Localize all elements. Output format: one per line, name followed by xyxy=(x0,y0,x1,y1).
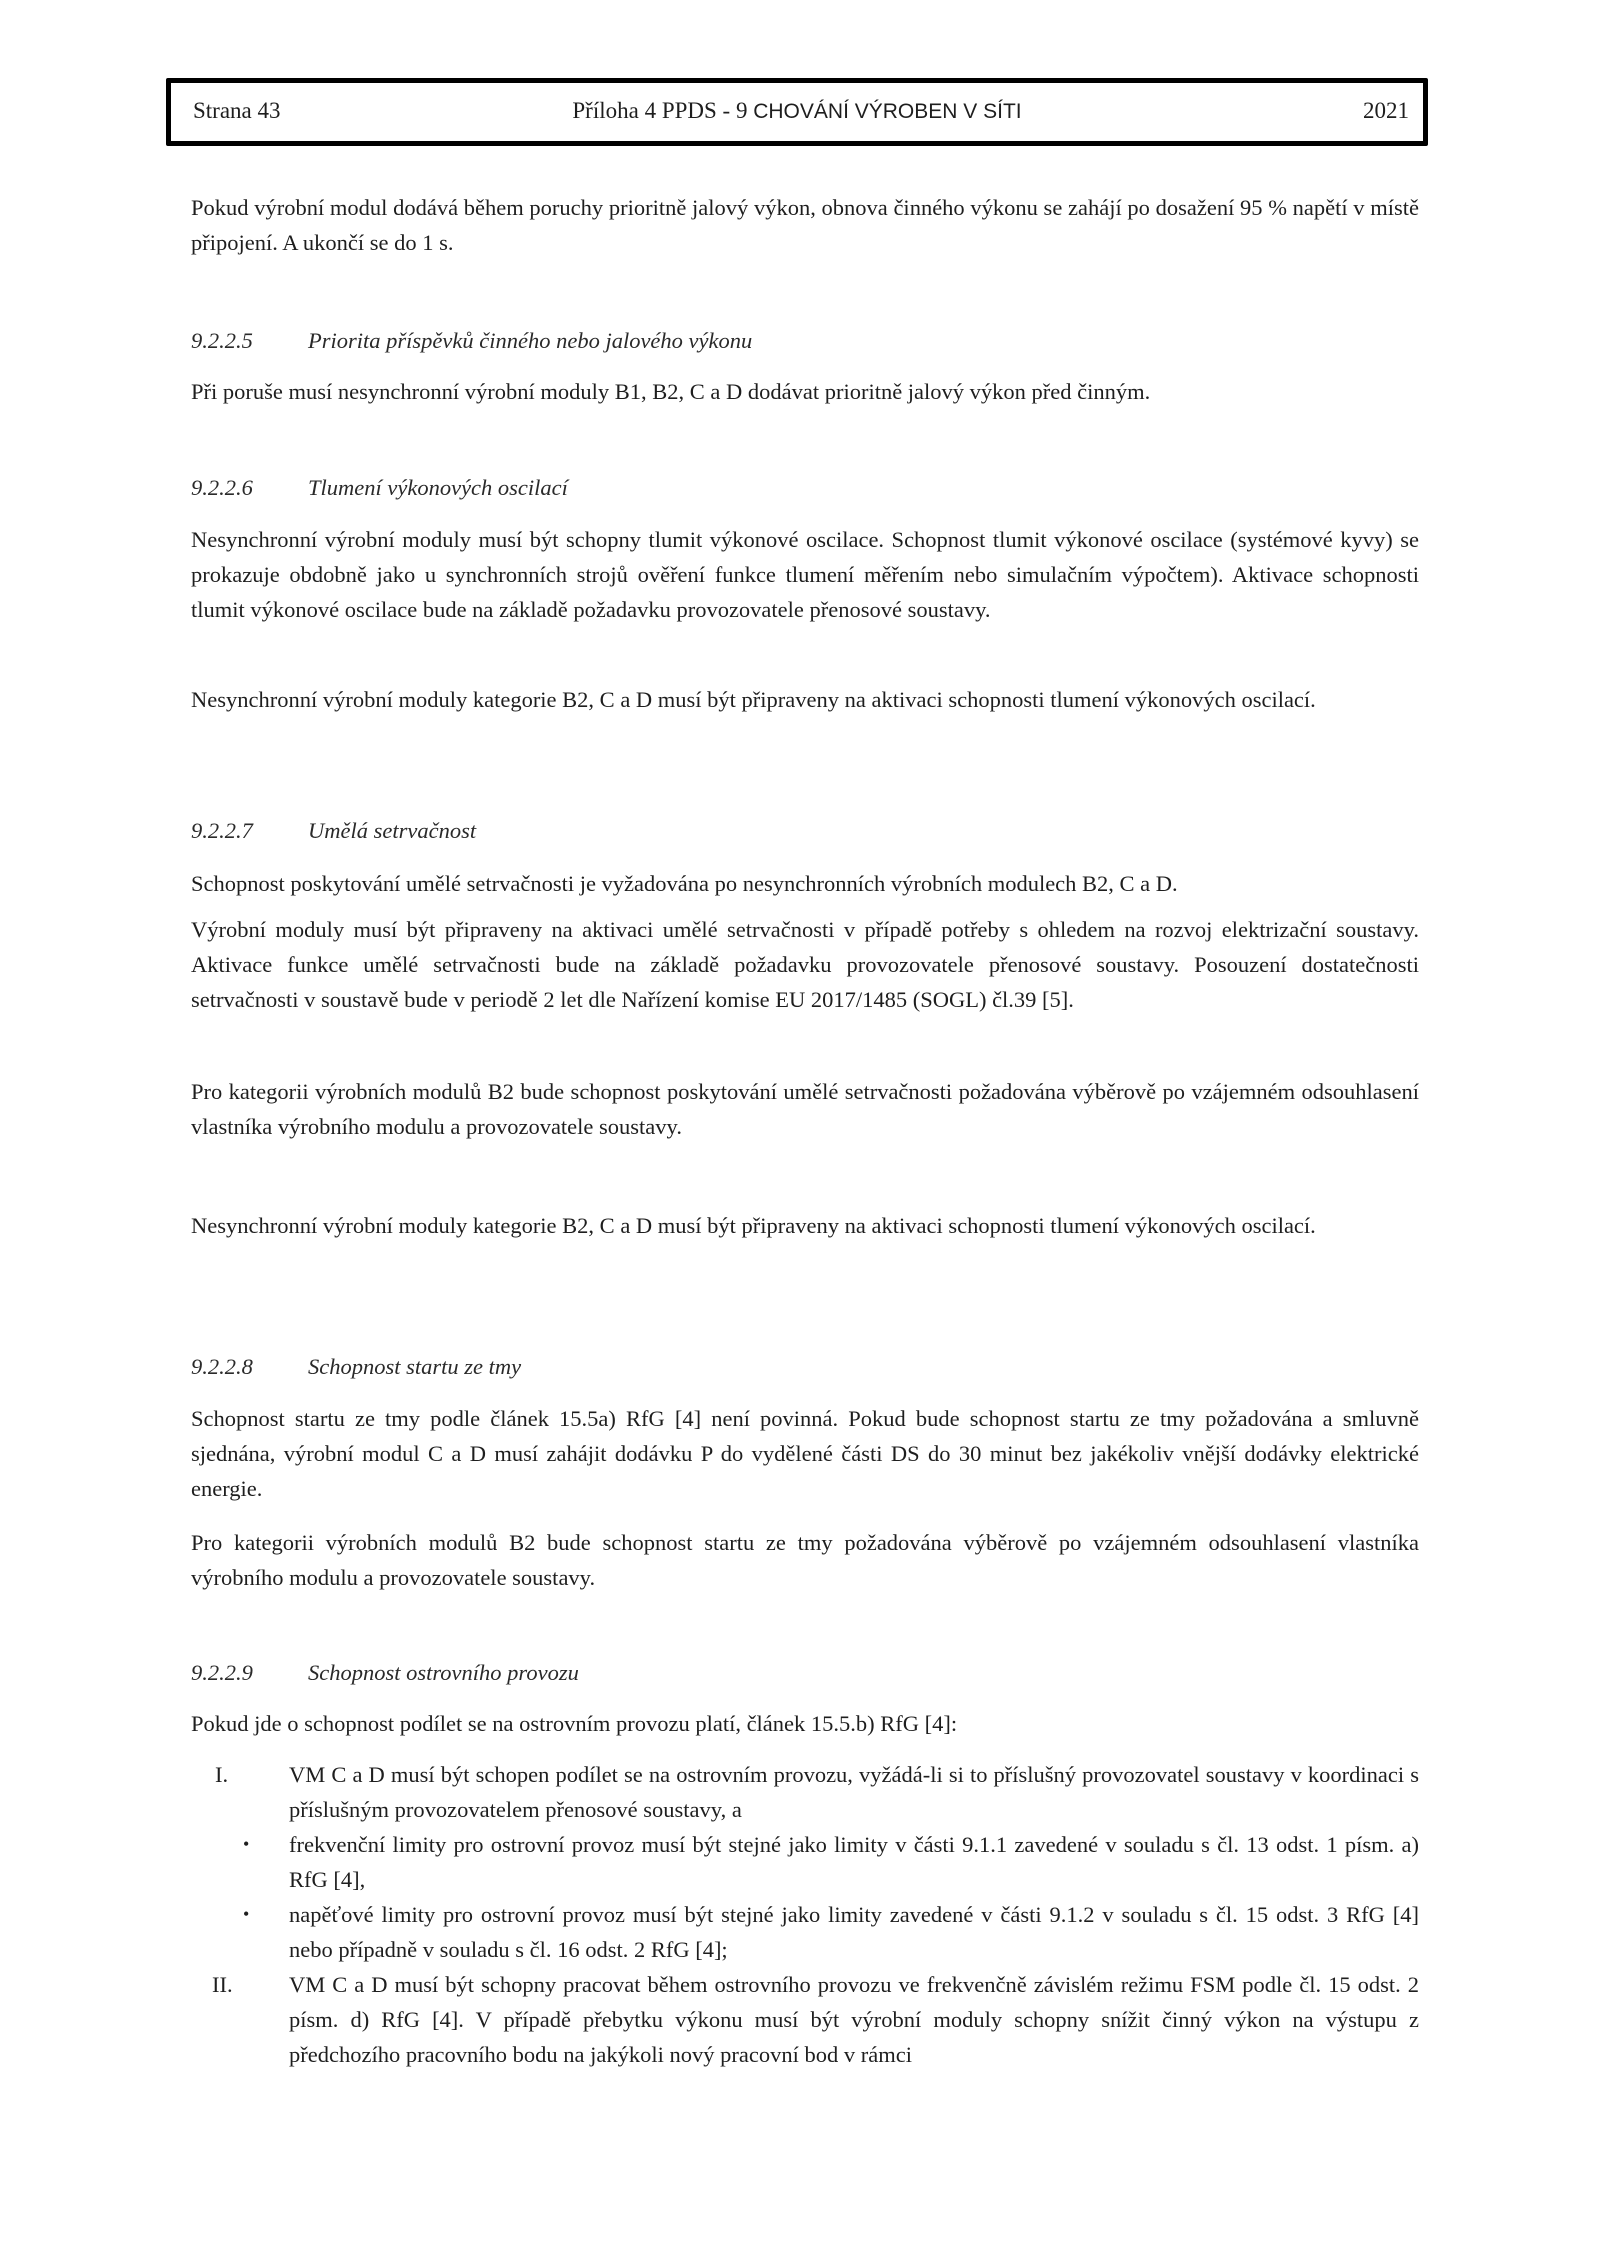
paragraph: Schopnost startu ze tmy podle článek 15.5a) RfG [4] není povinná. Pokud bude schopnost startu ze tmy požadována a smluvně sjednána, výrobní modul C a D musí zahájit dodávku P do vydělené části DS do 30 minut bez jakékoliv vnější dodávky elektrické energie. xyxy=(191,1406,1419,1501)
section-number: 9.2.2.8 xyxy=(191,1354,253,1379)
intro-paragraph xyxy=(191,190,1419,260)
section-body xyxy=(191,522,1419,627)
paragraph: Výrobní moduly musí být připraveny na aktivaci umělé setrvačnosti v případě potřeby s ohledem na rozvoj elektrizační soustavy. Aktivace funkce umělé setrvačnosti bude na základě požadavku provozovatele přenosové soustavy. Posouzení dostatečnosti setrvačnosti v soustavě bude v periodě 2 let dle Nařízení komise EU 2017/1485 (SOGL) čl.39 [5]. xyxy=(191,917,1419,1012)
section-heading xyxy=(191,1658,579,1688)
section-number: 9.2.2.5 xyxy=(191,328,253,353)
paragraph: Pro kategorii výrobních modulů B2 bude schopnost poskytování umělé setrvačnosti požadována výběrově po vzájemném odsouhlasení vlastníka výrobního modulu a provozovatele soustavy. xyxy=(191,1079,1419,1139)
section-heading xyxy=(191,816,476,846)
list-marker-roman: II. xyxy=(212,1972,233,1997)
island-operation-list xyxy=(191,1757,1419,2072)
paragraph: Schopnost poskytování umělé setrvačnosti je vyžadována po nesynchronních výrobních modulech B2, C a D. xyxy=(191,871,1178,896)
section-body xyxy=(191,1706,1419,1741)
list-item xyxy=(191,1757,1419,1827)
page-header xyxy=(166,78,1428,146)
paragraph: Pokud výrobní modul dodává během poruchy prioritně jalový výkon, obnova činného výkonu se zahájí po dosažení 95 % napětí v místě připojení. A ukončí se do 1 s. xyxy=(191,195,1419,255)
list-item-text: VM C a D musí být schopen podílet se na ostrovním provozu, vyžádá-li si to příslušný provozovatel soustavy v koordinaci s příslušným provozovatelem přenosové soustavy, a xyxy=(289,1762,1419,1822)
section-heading xyxy=(191,326,752,356)
bullet-icon: • xyxy=(243,1904,250,1924)
section-title: Tlumení výkonových oscilací xyxy=(308,475,568,500)
paragraph: Nesynchronní výrobní moduly kategorie B2, C a D musí být připraveny na aktivaci schopnosti tlumení výkonových oscilací. xyxy=(191,1213,1316,1238)
list-item xyxy=(191,1827,1419,1897)
list-item xyxy=(191,1967,1419,2072)
section-body xyxy=(191,912,1419,1017)
section-body xyxy=(191,1074,1419,1144)
document-year: 2021 xyxy=(1363,98,1409,123)
section-body xyxy=(191,1525,1419,1595)
section-heading xyxy=(191,1352,521,1382)
page-number: Strana 43 xyxy=(193,98,281,123)
section-title: Umělá setrvačnost xyxy=(308,818,477,843)
section-body xyxy=(191,682,1419,717)
list-item xyxy=(191,1897,1419,1967)
document-title-chapter: CHOVÁNÍ VÝROBEN V SÍTI xyxy=(753,100,1022,123)
section-title: Priorita příspěvků činného nebo jalového výkonu xyxy=(308,328,753,353)
section-body xyxy=(191,1208,1419,1243)
paragraph: Pro kategorii výrobních modulů B2 bude schopnost startu ze tmy požadována výběrově po vzájemném odsouhlasení vlastníka výrobního modulu a provozovatele soustavy. xyxy=(191,1530,1419,1590)
paragraph: Nesynchronní výrobní moduly kategorie B2, C a D musí být připraveny na aktivaci schopnosti tlumení výkonových oscilací. xyxy=(191,687,1316,712)
section-body xyxy=(191,1401,1419,1506)
document-title-prefix: Příloha 4 PPDS - 9 xyxy=(572,98,754,123)
section-number: 9.2.2.7 xyxy=(191,818,253,843)
section-title: Schopnost startu ze tmy xyxy=(308,1354,522,1379)
paragraph: Nesynchronní výrobní moduly musí být schopny tlumit výkonové oscilace. Schopnost tlumit výkonové oscilace (systémové kyvy) se prokazuje obdobně jako u synchronních strojů ověření funkce tlumení měřením nebo simulačním výpočtem). Aktivace schopnosti tlumit výkonové oscilace bude na základě požadavku provozovatele přenosové soustavy. xyxy=(191,527,1419,622)
document-title xyxy=(171,98,1423,124)
list-item-text: frekvenční limity pro ostrovní provoz musí být stejné jako limity v části 9.1.1 zavedené v souladu s čl. 13 odst. 1 písm. a) RfG [4], xyxy=(289,1832,1419,1892)
section-number: 9.2.2.9 xyxy=(191,1660,253,1685)
section-number: 9.2.2.6 xyxy=(191,475,253,500)
list-item-text: VM C a D musí být schopny pracovat během ostrovního provozu ve frekvenčně závislém režimu FSM podle čl. 15 odst. 2 písm. d) RfG [4]. V případě přebytku výkonu musí být výrobní moduly schopny snížit činný výkon na výstupu z předchozího pracovního bodu na jakýkoli nový pracovní bod v rámci xyxy=(289,1972,1419,2067)
section-body xyxy=(191,866,1419,901)
bullet-icon: • xyxy=(243,1834,250,1854)
section-heading xyxy=(191,473,568,503)
paragraph: Pokud jde o schopnost podílet se na ostrovním provozu platí, článek 15.5.b) RfG [4]: xyxy=(191,1711,958,1736)
list-item-text: napěťové limity pro ostrovní provoz musí být stejné jako limity zavedené v části 9.1.2 v souladu s čl. 15 odst. 3 RfG [4] nebo případně v souladu s čl. 16 odst. 2 RfG [4]; xyxy=(289,1902,1419,1962)
section-body xyxy=(191,374,1419,409)
list-marker-roman: I. xyxy=(215,1762,229,1787)
section-title: Schopnost ostrovního provozu xyxy=(308,1660,579,1685)
paragraph: Při poruše musí nesynchronní výrobní moduly B1, B2, C a D dodávat prioritně jalový výkon před činným. xyxy=(191,379,1151,404)
